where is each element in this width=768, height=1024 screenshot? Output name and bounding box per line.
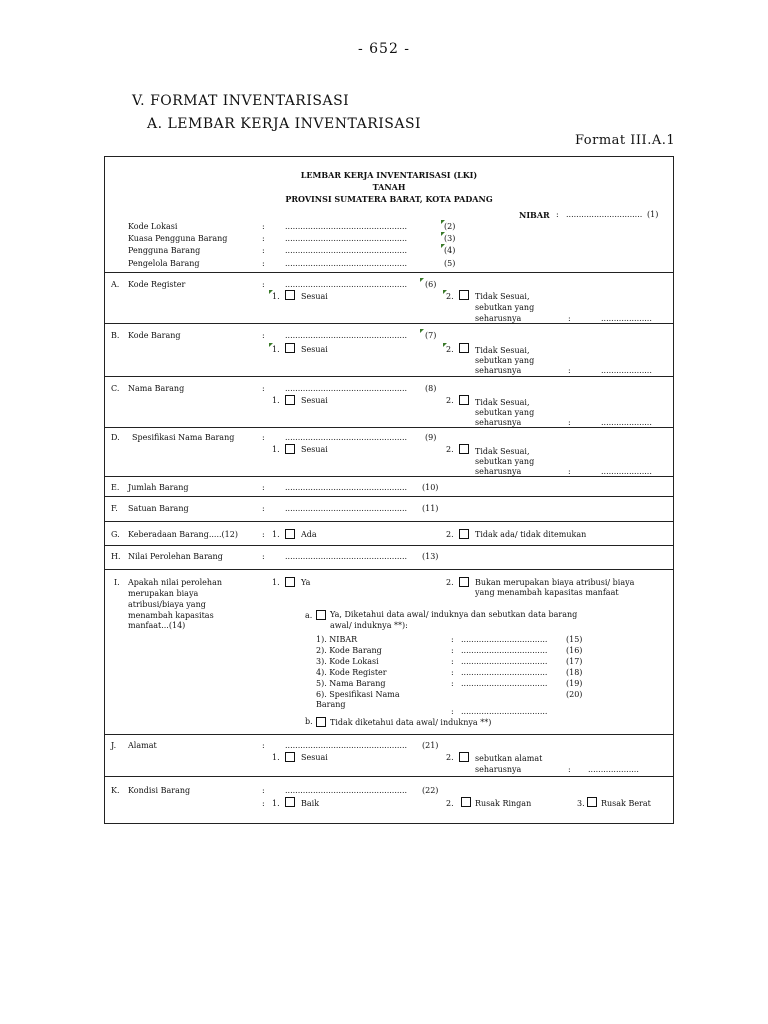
option-number: 1. bbox=[272, 753, 280, 762]
tidak-sesuai-checkbox[interactable] bbox=[459, 290, 469, 300]
colon: : bbox=[451, 668, 454, 677]
section-label: Alamat bbox=[128, 741, 157, 750]
ada-checkbox[interactable] bbox=[285, 529, 295, 539]
option-number: 2. bbox=[446, 396, 454, 405]
field-num: (8) bbox=[425, 384, 437, 393]
tidak-diketahui-checkbox[interactable] bbox=[316, 717, 326, 727]
section-letter: F. bbox=[111, 504, 118, 513]
colon: : bbox=[262, 433, 265, 442]
colon: : bbox=[262, 280, 265, 289]
section-label: menambah kapasitas bbox=[128, 611, 214, 620]
field-num: (15) bbox=[566, 635, 583, 644]
colon: : bbox=[451, 707, 454, 716]
head-field-label: Kode Lokasi bbox=[128, 222, 178, 231]
section-input[interactable]: ................................................ bbox=[285, 786, 408, 795]
field-num: (18) bbox=[566, 668, 583, 677]
head-field-label: Kuasa Pengguna Barang bbox=[128, 234, 228, 243]
page-number: - 652 - bbox=[357, 41, 411, 57]
tidak-sesuai-label: Tidak Sesuai, bbox=[475, 346, 530, 355]
section-letter: E. bbox=[111, 483, 120, 492]
parent-data-label: Barang bbox=[316, 700, 346, 709]
nibar-label: NIBAR bbox=[519, 210, 550, 220]
colon: : bbox=[262, 483, 265, 492]
bukan-label: Bukan merupakan biaya atribusi/ biaya bbox=[475, 578, 635, 587]
bukan-checkbox[interactable] bbox=[459, 577, 469, 587]
format-code: Format III.A.1 bbox=[575, 133, 676, 148]
tidak-sesuai-label: Tidak Sesuai, bbox=[475, 447, 530, 456]
baik-checkbox[interactable] bbox=[285, 797, 295, 807]
sesuai-label: Sesuai bbox=[301, 445, 328, 454]
parent-data-input[interactable]: .................................. bbox=[461, 635, 548, 644]
option-number: 1. bbox=[272, 445, 280, 454]
option-number: 2. bbox=[446, 445, 454, 454]
parent-data-label: 2). Kode Barang bbox=[316, 646, 382, 655]
baik-label: Baik bbox=[301, 799, 320, 808]
sesuai-checkbox[interactable] bbox=[285, 444, 295, 454]
sub-option-mark: a. bbox=[305, 611, 313, 620]
option-number: 2. bbox=[446, 345, 454, 354]
section-label: Kondisi Barang bbox=[128, 786, 191, 795]
colon: : bbox=[568, 314, 571, 323]
field-num: (17) bbox=[566, 657, 583, 666]
section-input[interactable]: ................................................ bbox=[285, 483, 408, 492]
section-input[interactable]: ................................................ bbox=[285, 331, 408, 340]
option-number: 1. bbox=[272, 530, 280, 539]
colon: : bbox=[451, 679, 454, 688]
section-input[interactable]: ................................................ bbox=[285, 504, 408, 513]
field-num: (5) bbox=[444, 259, 456, 268]
field-num: (7) bbox=[425, 331, 437, 340]
colon: : bbox=[451, 635, 454, 644]
section-letter: A. bbox=[111, 280, 120, 289]
divider bbox=[104, 734, 674, 735]
tidak-sesuai-checkbox[interactable] bbox=[459, 395, 469, 405]
divider bbox=[104, 569, 674, 570]
colon: : bbox=[568, 418, 571, 427]
tidak-sesuai-label: seharusnya bbox=[475, 314, 522, 323]
head-field-input[interactable]: ................................................ bbox=[285, 234, 408, 243]
parent-data-label: 3). Kode Lokasi bbox=[316, 657, 379, 666]
sesuai-checkbox[interactable] bbox=[285, 752, 295, 762]
section-label: Nama Barang bbox=[128, 384, 185, 393]
parent-data-input[interactable]: .................................. bbox=[461, 707, 548, 716]
divider bbox=[104, 323, 674, 324]
tidak-ada-checkbox[interactable] bbox=[459, 529, 469, 539]
colon: : bbox=[262, 552, 265, 561]
green-flag-icon bbox=[420, 329, 424, 333]
option-number: 2. bbox=[446, 753, 454, 762]
field-num: (11) bbox=[422, 504, 439, 513]
seharusnya-input[interactable]: .................... bbox=[601, 314, 652, 323]
section-letter: I. bbox=[114, 578, 120, 587]
field-num: (22) bbox=[422, 786, 439, 795]
seharusnya-input[interactable]: .................... bbox=[601, 467, 652, 476]
sesuai-label: Sesuai bbox=[301, 396, 328, 405]
sesuai-label: Sesuai bbox=[301, 753, 328, 762]
option-number: 1. bbox=[272, 799, 280, 808]
parent-data-label: 6). Spesifikasi Nama bbox=[316, 690, 400, 699]
colon: : bbox=[262, 530, 265, 539]
field-num: (16) bbox=[566, 646, 583, 655]
parent-data-input[interactable]: .................................. bbox=[461, 646, 548, 655]
option-number: 3. bbox=[577, 799, 585, 808]
section-letter: G. bbox=[111, 530, 120, 539]
head-field-input[interactable]: ................................................ bbox=[285, 222, 408, 231]
tidak-sesuai-label: Tidak Sesuai, bbox=[475, 398, 530, 407]
sesuai-checkbox[interactable] bbox=[285, 290, 295, 300]
colon: : bbox=[568, 366, 571, 375]
colon: : bbox=[262, 504, 265, 513]
tidak-sesuai-label: sebutkan yang bbox=[475, 356, 535, 365]
section-label: Kode Barang bbox=[128, 331, 181, 340]
parent-data-input[interactable]: .................................. bbox=[461, 668, 548, 677]
colon: : bbox=[262, 259, 265, 268]
colon: : bbox=[451, 657, 454, 666]
option-number: 1. bbox=[272, 345, 280, 354]
colon: : bbox=[262, 799, 265, 808]
form-subtitle: TANAH bbox=[372, 182, 406, 192]
section-label: Kode Register bbox=[128, 280, 186, 289]
tidak-sesuai-label: seharusnya bbox=[475, 366, 522, 375]
rusak-berat-checkbox[interactable] bbox=[587, 797, 597, 807]
section-input[interactable]: ................................................ bbox=[285, 552, 408, 561]
section-input[interactable]: ................................................ bbox=[285, 280, 408, 289]
divider bbox=[104, 521, 674, 522]
parent-data-input[interactable]: .................................. bbox=[461, 657, 548, 666]
ya-diketahui-label: awal/ induknya **): bbox=[330, 621, 408, 630]
option-number: 2. bbox=[446, 530, 454, 539]
colon: : bbox=[262, 384, 265, 393]
tidak-sesuai-label: sebutkan yang bbox=[475, 303, 535, 312]
sub-option-mark: b. bbox=[305, 717, 313, 726]
sesuai-label: Sesuai bbox=[301, 292, 328, 301]
field-num: (21) bbox=[422, 741, 439, 750]
field-num: (19) bbox=[566, 679, 583, 688]
seharusnya-input[interactable]: .................... bbox=[588, 765, 639, 774]
section-label: Nilai Perolehan Barang bbox=[128, 552, 223, 561]
nibar-num: (1) bbox=[647, 210, 659, 219]
section-input[interactable]: ................................................ bbox=[285, 384, 408, 393]
ya-diketahui-label: Ya, Diketahui data awal/ induknya dan sebutkan data barang bbox=[330, 610, 578, 619]
option-number: 2. bbox=[446, 578, 454, 587]
parent-data-label: 5). Nama Barang bbox=[316, 679, 386, 688]
tidak-sesuai-label: Tidak Sesuai, bbox=[475, 292, 530, 301]
section-label: Apakah nilai perolehan bbox=[128, 578, 222, 587]
divider bbox=[104, 427, 674, 428]
divider bbox=[104, 776, 674, 777]
tidak-sesuai-label: seharusnya bbox=[475, 418, 522, 427]
parent-data-label: 1). NIBAR bbox=[316, 635, 358, 644]
parent-data-label: 4). Kode Register bbox=[316, 668, 387, 677]
parent-data-input[interactable]: .................................. bbox=[461, 679, 548, 688]
divider bbox=[104, 272, 674, 273]
alamat-lain-label: seharusnya bbox=[475, 765, 522, 774]
colon: : bbox=[262, 234, 265, 243]
sesuai-label: Sesuai bbox=[301, 345, 328, 354]
seharusnya-input[interactable]: .................... bbox=[601, 418, 652, 427]
seharusnya-input[interactable]: .................... bbox=[601, 366, 652, 375]
section-label: Satuan Barang bbox=[128, 504, 189, 513]
rusak-berat-label: Rusak Berat bbox=[601, 799, 651, 808]
sub-heading: A. LEMBAR KERJA INVENTARISASI bbox=[147, 116, 422, 132]
tidak-diketahui-label: Tidak diketahui data awal/ induknya **) bbox=[330, 718, 492, 727]
green-flag-icon bbox=[420, 278, 424, 282]
colon: : bbox=[262, 331, 265, 340]
section-letter: H. bbox=[111, 552, 121, 561]
tidak-sesuai-label: sebutkan yang bbox=[475, 408, 535, 417]
tidak-ada-label: Tidak ada/ tidak ditemukan bbox=[475, 530, 587, 539]
form-region: PROVINSI SUMATERA BARAT, KOTA PADANG bbox=[285, 194, 493, 204]
divider bbox=[104, 376, 674, 377]
section-input[interactable]: ................................................ bbox=[285, 433, 408, 442]
colon: : bbox=[262, 222, 265, 231]
tidak-sesuai-checkbox[interactable] bbox=[459, 444, 469, 454]
tidak-sesuai-label: sebutkan yang bbox=[475, 457, 535, 466]
section-label: manfaat...(14) bbox=[128, 621, 186, 630]
section-label: atribusi/biaya yang bbox=[128, 600, 206, 609]
section-letter: C. bbox=[111, 384, 120, 393]
option-number: 1. bbox=[272, 396, 280, 405]
colon: : bbox=[262, 741, 265, 750]
alamat-lain-label: sebutkan alamat bbox=[475, 754, 543, 763]
field-num: (10) bbox=[422, 483, 439, 492]
option-number: 2. bbox=[446, 799, 454, 808]
section-heading: V. FORMAT INVENTARISASI bbox=[132, 93, 350, 109]
colon: : bbox=[262, 786, 265, 795]
section-label: Jumlah Barang bbox=[128, 483, 189, 492]
field-num: (6) bbox=[425, 280, 437, 289]
section-label: Spesifikasi Nama Barang bbox=[132, 433, 235, 442]
divider bbox=[104, 476, 674, 477]
colon: : bbox=[262, 246, 265, 255]
ya-diketahui-checkbox[interactable] bbox=[316, 610, 326, 620]
rusak-ringan-label: Rusak Ringan bbox=[475, 799, 532, 808]
rusak-ringan-checkbox[interactable] bbox=[461, 797, 471, 807]
section-label: Keberadaan Barang.....(12) bbox=[128, 530, 238, 539]
section-label: merupakan biaya bbox=[128, 589, 199, 598]
option-number: 1. bbox=[272, 578, 280, 587]
field-num: (4) bbox=[444, 246, 456, 255]
tidak-sesuai-label: seharusnya bbox=[475, 467, 522, 476]
nibar-colon: : bbox=[556, 210, 559, 219]
section-letter: K. bbox=[111, 786, 120, 795]
ya-label: Ya bbox=[301, 578, 311, 587]
section-letter: B. bbox=[111, 331, 120, 340]
nibar-field[interactable]: .............................. bbox=[566, 210, 643, 219]
bukan-label: yang menambah kapasitas manfaat bbox=[475, 588, 619, 597]
head-field-label: Pengguna Barang bbox=[128, 246, 201, 255]
head-field-input[interactable]: ................................................ bbox=[285, 259, 408, 268]
form-title: LEMBAR KERJA INVENTARISASI (LKI) bbox=[300, 170, 478, 180]
field-num: (3) bbox=[444, 234, 456, 243]
head-field-label: Pengelola Barang bbox=[128, 259, 200, 268]
field-num: (20) bbox=[566, 690, 583, 699]
section-letter: D. bbox=[111, 433, 120, 442]
ya-checkbox[interactable] bbox=[285, 577, 295, 587]
option-number: 1. bbox=[272, 292, 280, 301]
colon: : bbox=[568, 765, 571, 774]
head-field-input[interactable]: ................................................ bbox=[285, 246, 408, 255]
ada-label: Ada bbox=[301, 530, 317, 539]
field-num: (2) bbox=[444, 222, 456, 231]
divider bbox=[104, 545, 674, 546]
sesuai-checkbox[interactable] bbox=[285, 395, 295, 405]
field-num: (13) bbox=[422, 552, 439, 561]
field-num: (9) bbox=[425, 433, 437, 442]
section-input[interactable]: ................................................ bbox=[285, 741, 408, 750]
tidak-sesuai-checkbox[interactable] bbox=[459, 343, 469, 353]
divider bbox=[104, 496, 674, 497]
alamat-lain-checkbox[interactable] bbox=[459, 752, 469, 762]
sesuai-checkbox[interactable] bbox=[285, 343, 295, 353]
section-letter: J. bbox=[111, 741, 117, 750]
option-number: 2. bbox=[446, 292, 454, 301]
colon: : bbox=[451, 646, 454, 655]
colon: : bbox=[568, 467, 571, 476]
